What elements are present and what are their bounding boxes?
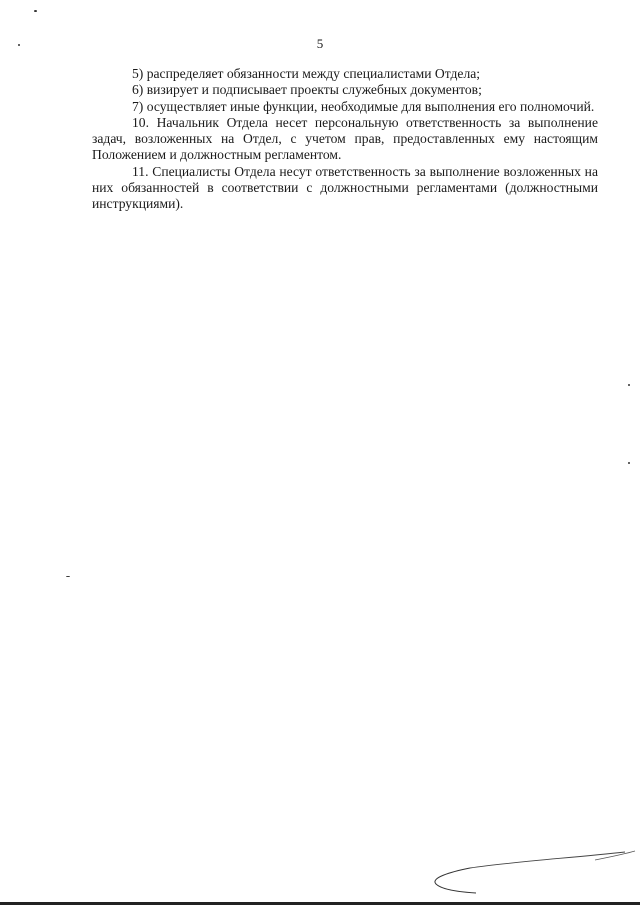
paragraph-item-6: 6) визирует и подписывает проекты служебных документов; <box>132 82 482 98</box>
scan-speck <box>34 10 37 12</box>
scan-speck <box>628 462 630 464</box>
paragraph-item-5: 5) распределяет обязанности между специалистами Отдела; <box>132 66 481 81</box>
document-body <box>92 66 598 213</box>
paragraph-item-7: 7) осуществляет иные функции, необходимые для выполнения его полномочий. <box>132 98 595 114</box>
signature-mark <box>420 838 640 898</box>
scan-speck <box>66 576 70 577</box>
scan-speck <box>628 384 630 386</box>
paragraph-section-10: 10. Начальник Отдела несет персональную ответственность за выполнение задач, возложенных на Отдел, с учетом прав, предоставленных ему настоящим Положением и должностным регламентом. <box>92 114 598 163</box>
page-number: 5 <box>316 36 324 51</box>
paragraph-section-11: 11. Специалисты Отдела несут ответственность за выполнение возложенных на них обязанностей в соответствии с должностными регламентами (должностными инструкциями). <box>92 163 598 212</box>
